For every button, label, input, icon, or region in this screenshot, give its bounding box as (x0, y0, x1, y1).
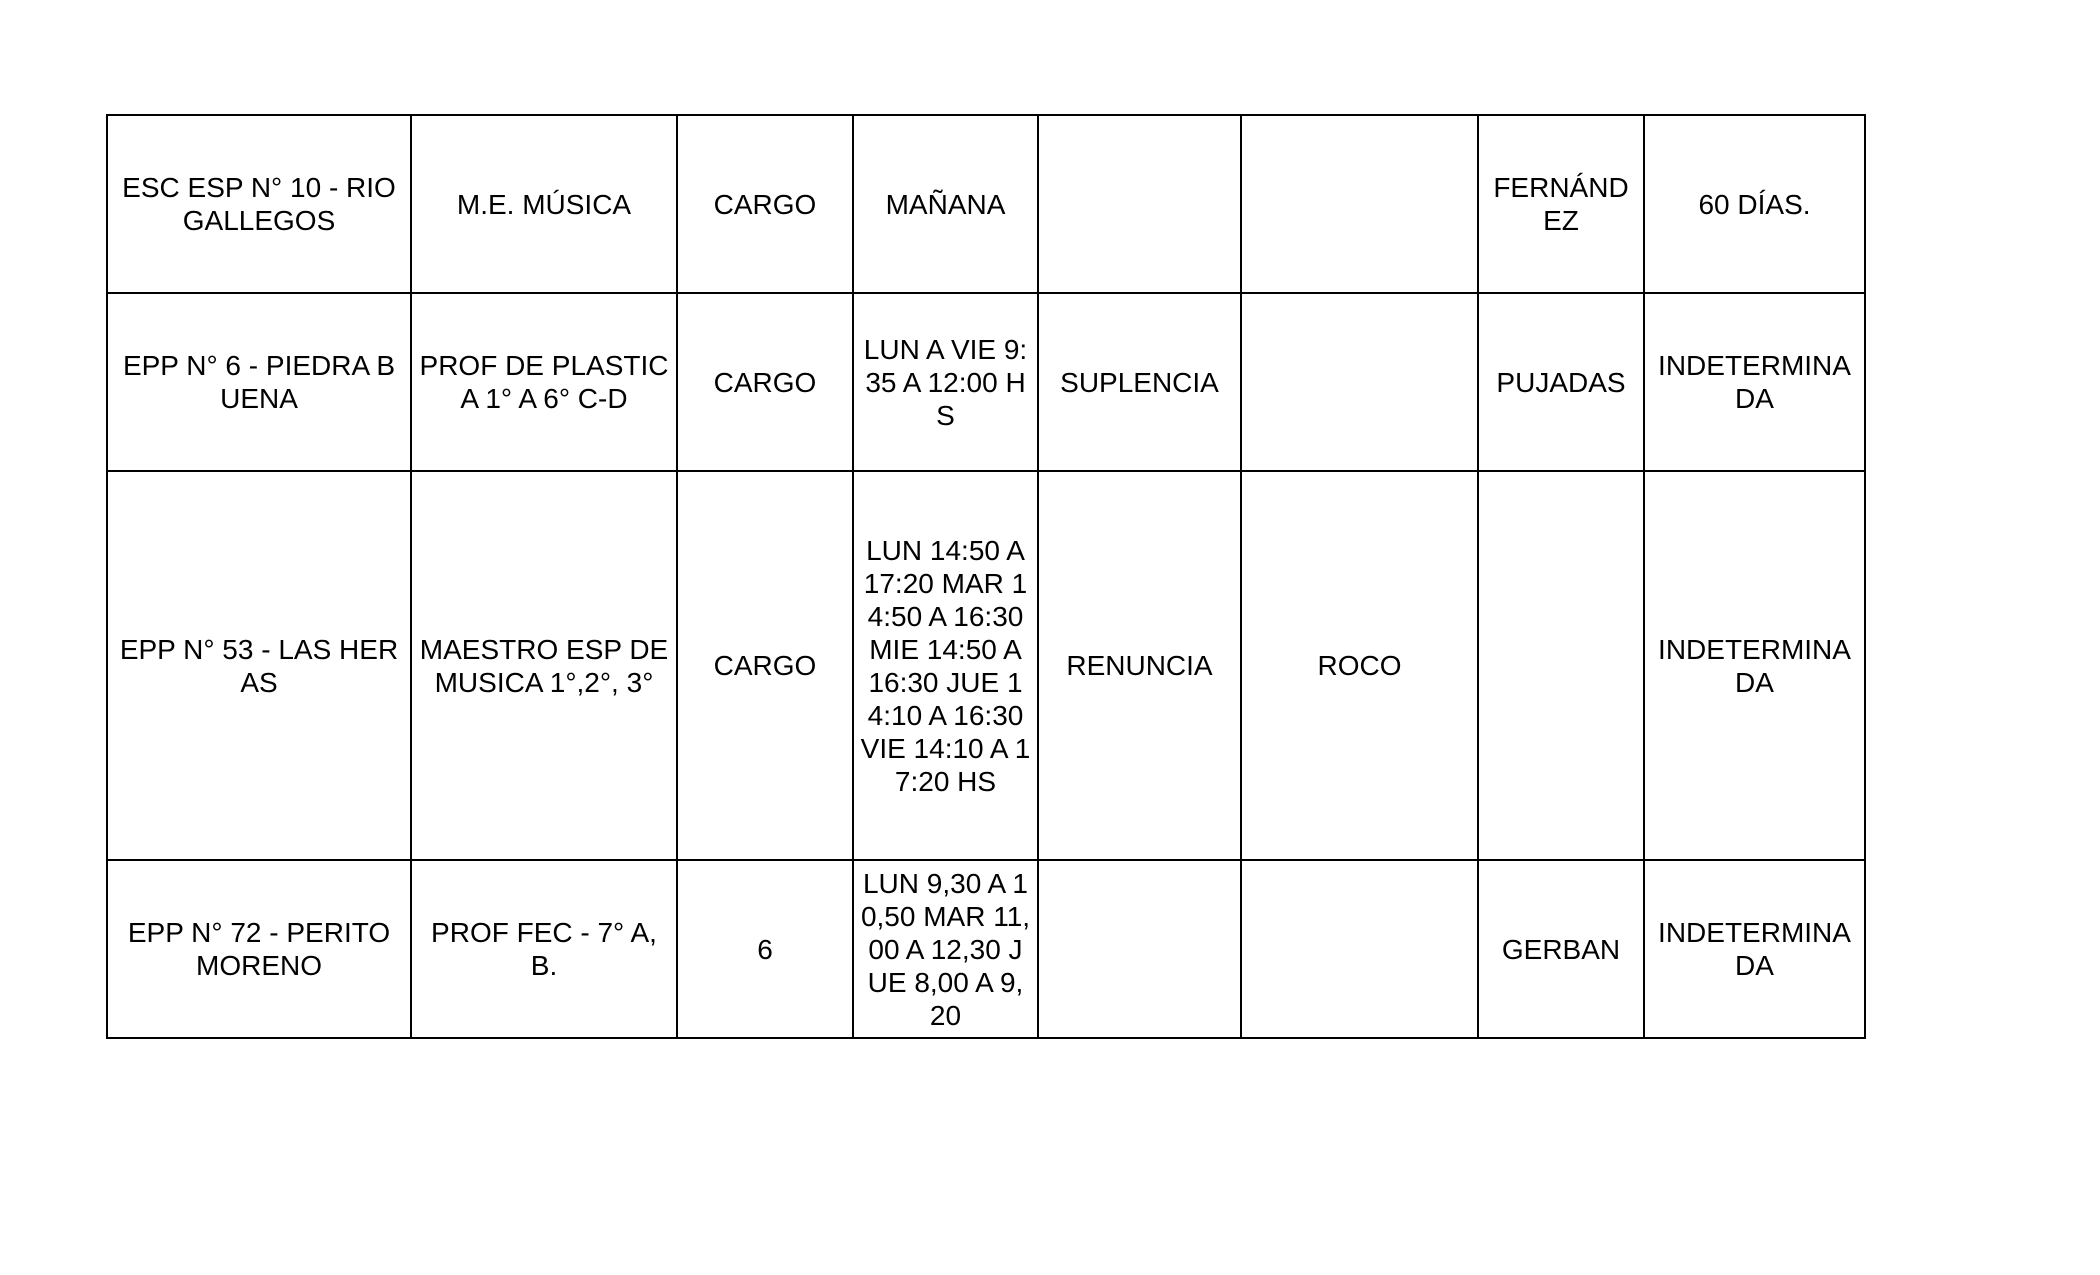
table-row (107, 293, 1865, 471)
schedule-cell: MAÑANA (853, 115, 1038, 293)
reason-cell: SUPLENCIA (1038, 293, 1241, 471)
type-cell: CARGO (677, 115, 853, 293)
table-row (107, 115, 1865, 293)
replacement-cell: PUJADAS (1478, 293, 1644, 471)
replacement-cell (1478, 471, 1644, 860)
reason-cell (1038, 860, 1241, 1038)
table-row (107, 860, 1865, 1038)
holder-cell: ROCO (1241, 471, 1478, 860)
replacement-cell: FERNÁNDEZ (1478, 115, 1644, 293)
schedule-cell: LUN 9,30 A 10,50 MAR 11,00 A 12,30 JUE 8,00 A 9,20 (853, 860, 1038, 1038)
position-cell: PROF FEC - 7° A,B. (411, 860, 677, 1038)
position-cell: M.E. MÚSICA (411, 115, 677, 293)
school-cell: EPP N° 6 - PIEDRA BUENA (107, 293, 411, 471)
replacement-cell: GERBAN (1478, 860, 1644, 1038)
school-cell: ESC ESP N° 10 - RIO GALLEGOS (107, 115, 411, 293)
type-cell: CARGO (677, 293, 853, 471)
type-cell: CARGO (677, 471, 853, 860)
reason-cell (1038, 115, 1241, 293)
type-cell: 6 (677, 860, 853, 1038)
school-cell: EPP N° 53 - LAS HERAS (107, 471, 411, 860)
reason-cell: RENUNCIA (1038, 471, 1241, 860)
holder-cell (1241, 293, 1478, 471)
duration-cell: 60 DÍAS. (1644, 115, 1865, 293)
holder-cell (1241, 860, 1478, 1038)
position-cell: MAESTRO ESP DE MUSICA 1°,2°, 3° (411, 471, 677, 860)
holder-cell (1241, 115, 1478, 293)
duration-cell: INDETERMINADA (1644, 860, 1865, 1038)
position-cell: PROF DE PLASTICA 1° A 6° C-D (411, 293, 677, 471)
schedule-cell: LUN A VIE 9:35 A 12:00 HS (853, 293, 1038, 471)
schedule-cell: LUN 14:50 A 17:20 MAR 14:50 A 16:30 MIE 14:50 A 16:30 JUE 14:10 A 16:30 VIE 14:10 A 17:20 HS (853, 471, 1038, 860)
duration-cell: INDETERMINADA (1644, 293, 1865, 471)
vacancy-table (106, 114, 1866, 1039)
table-row (107, 471, 1865, 860)
school-cell: EPP N° 72 - PERITO MORENO (107, 860, 411, 1038)
duration-cell: INDETERMINADA (1644, 471, 1865, 860)
